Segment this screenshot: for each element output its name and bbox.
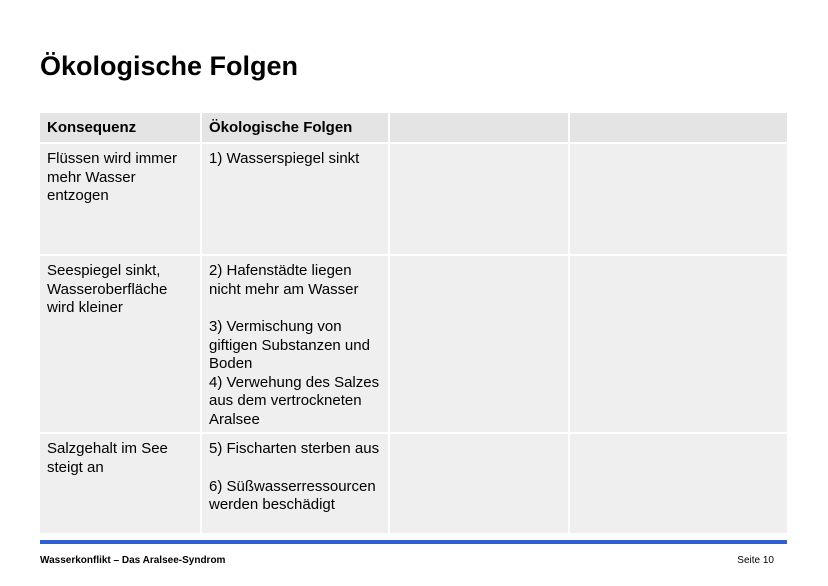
empty-cell xyxy=(390,256,570,434)
empty-cell xyxy=(570,434,787,535)
effect-item: 5) Fischarten sterben aus xyxy=(209,440,380,457)
header-oekologische-folgen: Ökologische Folgen xyxy=(202,113,390,144)
table-header-row xyxy=(40,113,787,144)
page-title: Ökologische Folgen xyxy=(40,51,299,81)
paragraph-gap xyxy=(209,459,381,478)
effect-item: 4) Verwehung des Salzes aus dem vertrockneten Aralsee xyxy=(209,373,380,428)
consequences-table xyxy=(40,113,787,535)
effect-item: 6) Süßwasserressourcen werden beschädigt xyxy=(209,477,376,513)
consequence-cell: Salzgehalt im See steigt an xyxy=(40,434,202,535)
empty-cell xyxy=(390,144,570,256)
effect-item: 2) Hafenstädte liegen nicht mehr am Wasser xyxy=(209,262,359,298)
table-row xyxy=(40,256,787,434)
effects-cell xyxy=(202,256,390,434)
paragraph-gap xyxy=(209,299,381,318)
effects-cell xyxy=(202,434,390,535)
effect-item: 3) Vermischung von giftigen Substanzen und Boden xyxy=(209,318,370,372)
consequence-cell: Seespiegel sinkt, Wasseroberfläche wird kleiner xyxy=(40,256,202,434)
header-empty-3 xyxy=(390,113,570,144)
header-empty-4 xyxy=(570,113,787,144)
empty-cell xyxy=(570,256,787,434)
header-konsequenz: Konsequenz xyxy=(40,113,202,144)
effects-cell xyxy=(202,144,390,256)
table-row xyxy=(40,434,787,535)
table-row xyxy=(40,144,787,256)
empty-cell xyxy=(570,144,787,256)
footer-divider xyxy=(40,540,787,544)
page-number: Seite 10 xyxy=(737,555,774,566)
footer-title: Wasserkonflikt – Das Aralsee-Syndrom xyxy=(40,555,226,566)
effect-item: 1) Wasserspiegel sinkt xyxy=(209,150,360,167)
consequence-cell: Flüssen wird immer mehr Wasser entzogen xyxy=(40,144,202,256)
empty-cell xyxy=(390,434,570,535)
